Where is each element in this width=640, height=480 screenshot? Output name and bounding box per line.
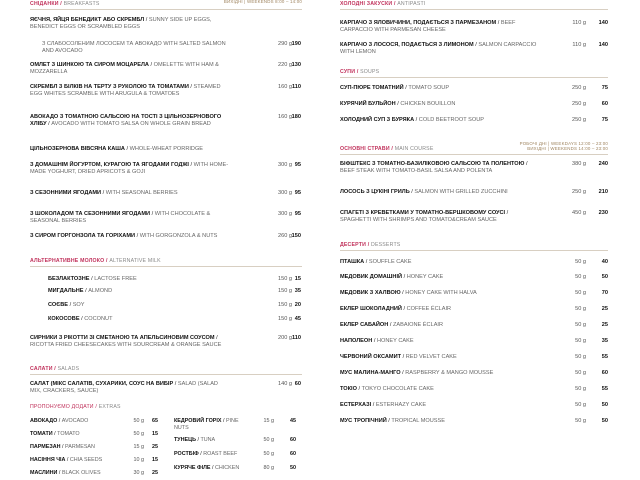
- item-name-ua: КАРПАЧО З ЛОСОСЯ, ПОДАЄТЬСЯ З ЛИМОНОМ: [340, 42, 474, 48]
- item-price: 110: [291, 84, 301, 90]
- menu-item: З ШОКОЛАДОМ ТА СЕЗОННИМИ ЯГОДАМИ / WITH CHOCOLATE & SEASONAL BERRIES 300 g 95: [30, 211, 301, 224]
- item-price: 25: [152, 444, 158, 450]
- item-name-en: SOY: [72, 302, 85, 308]
- item-name-en: HONEY CAKE WITH HALVA: [405, 290, 477, 296]
- main-section-header: ОСНОВНІ СТРАВИ / MAIN COURSE РОБОЧІ ДНІ | WEEKDAYS 12:00 – 23:00 ВИХІДНІ | WEEKENDS 14:00 – 23:00: [340, 146, 608, 152]
- section-subtitle: EXTRAS: [98, 404, 121, 410]
- item-price: 55: [601, 354, 608, 360]
- item-price: 15: [294, 276, 301, 282]
- item-weight: 50 g: [263, 437, 274, 443]
- item-name-en: TOMATO: [57, 431, 80, 437]
- item-weight: 50 g: [575, 354, 586, 360]
- milk-section-header: АЛЬТЕРНАТИВНЕ МОЛОКО / ALTERNATIVE MILK: [30, 258, 302, 264]
- item-name-en: CHIA SEEDS: [69, 457, 103, 463]
- item-price: 65: [152, 418, 158, 424]
- extra-item: АВОКАДО / AVOCADO 50 g 65: [30, 418, 158, 424]
- section-title: АЛЬТЕРНАТИВНЕ МОЛОКО: [30, 258, 105, 264]
- item-name-en: HONEY CAKE: [406, 274, 444, 280]
- item-price: 75: [601, 117, 608, 123]
- menu-item: МЕДОВИК ДОМАШНІЙ / HONEY CAKE 50 g 50: [340, 274, 608, 280]
- divider: [340, 154, 608, 155]
- divider: [340, 77, 608, 78]
- item-name-ua: СОЄВЕ: [48, 302, 69, 308]
- section-title: ДЕСЕРТИ: [340, 242, 367, 248]
- item-name-en: SOUFFLE CAKE: [368, 259, 412, 265]
- item-weight: 150 g: [278, 302, 292, 308]
- item-weight: 150 g: [278, 316, 292, 322]
- item-name-ua: КУРЯЧИЙ БУЛЬЙОН: [340, 101, 396, 107]
- item-name-en: AVOCADO WITH TOMATO SALSA ON WHOLE GRAIN BREAD: [51, 120, 211, 127]
- section-subtitle: MAIN COURSE: [394, 146, 434, 152]
- section-subtitle: SOUPS: [360, 69, 380, 75]
- item-price: 240: [598, 161, 608, 167]
- item-price: 50: [290, 465, 296, 471]
- item-weight: 50 g: [133, 418, 144, 424]
- item-name-ua: ЦІЛЬНОЗЕРНОВА ВІВСЯНА КАША: [30, 146, 125, 152]
- item-weight: 50 g: [575, 418, 586, 424]
- item-price: 25: [601, 322, 608, 328]
- menu-item: САЛАТ (МІКС САЛАТІВ, СУХАРИКИ, СОУС НА ВИБІР / SALAD (SALAD MIX, CRACKERS, SAUCE) 140 g 60: [30, 381, 301, 394]
- section-title: СУПИ: [340, 69, 356, 75]
- item-price: 110: [291, 335, 301, 341]
- item-price: 230: [598, 210, 608, 216]
- item-name-en: PARMESAN: [65, 444, 95, 450]
- item-weight: 15 g: [133, 444, 144, 450]
- item-price: 60: [601, 101, 608, 107]
- item-name-ua: ОМЛЕТ З ШИНКОЮ ТА СИРОМ МОЦАРЕЛА: [30, 62, 149, 68]
- item-name-ua: ЯЄЧНЯ, ЯЙЦЯ БЕНЕДИКТ АБО СКРЕМБЛ: [30, 17, 145, 23]
- section-title: ХОЛОДНІ ЗАКУСКИ: [340, 1, 393, 7]
- item-price: 50: [601, 402, 608, 408]
- menu-item: З ДОМАШНІМ ЙОГУРТОМ, КУРАГОЮ ТА ЯГОДАМИ ГОДЖІ / WITH HOME-MADE YOGHURT, DRIED APRICOTS & GOJI 300 g 95: [30, 162, 301, 175]
- item-price: 35: [601, 338, 608, 344]
- item-price: 95: [294, 211, 301, 217]
- item-name-en: SPAGHETTI WITH SHRIMPS AND TOMATO&CREAM SAUCE: [340, 216, 497, 223]
- section-title: СНІДАНКИ: [30, 1, 59, 7]
- item-name-ua: З СЕЗОННИМИ ЯГОДАМИ: [30, 190, 102, 196]
- item-name-en: COFFEE ÉCLAIR: [406, 306, 452, 312]
- item-name-en: TROPICAL MOUSSE: [391, 418, 445, 424]
- item-weight: 160 g: [278, 84, 292, 90]
- menu-item: НАПОЛЕОН / HONEY CAKE 50 g 35: [340, 338, 608, 344]
- item-name-ua: РОСТБІФ: [174, 451, 199, 457]
- item-name-ua: МУС МАЛИНА-МАНГО: [340, 370, 401, 376]
- item-name-en: BLACK OLIVES: [61, 470, 101, 476]
- item-weight: 15 g: [263, 418, 274, 424]
- item-name-en: З СЛАБОСОЛЕНИМ ЛОСОСЕМ ТА АВОКАДО WITH SALTED SALMON AND AVOCADO: [42, 41, 226, 54]
- section-title: САЛАТИ: [30, 366, 53, 372]
- menu-item: СУП-ПЮРЕ ТОМАТНИЙ / TOMATO SOUP 250 g 75: [340, 85, 608, 91]
- section-hours: РОБОЧІ ДНІ | WEEKDAYS 12:00 – 23:00 ВИХІДНІ | WEEKENDS 14:00 – 23:00: [519, 141, 608, 151]
- item-name-ua: ХОЛОДНИЙ СУП З БУРЯКА: [340, 117, 415, 123]
- soups-section-header: СУПИ / SOUPS: [340, 69, 608, 75]
- item-name-en: STEAMED EGG WHITES SCRAMBLE WITH ARUGULA & TOMATOES: [30, 84, 221, 97]
- section-subtitle: BREAKFASTS: [63, 1, 100, 7]
- item-price: 140: [598, 20, 608, 26]
- menu-item: З СИРОМ ГОРГОНЗОЛА ТА ГОРІХАМИ / WITH GORGONZOLA & NUTS 260 g 150: [30, 233, 301, 239]
- item-weight: 160 g: [278, 114, 292, 120]
- item-name-en: RICOTTA FRIED CHEESECAKES WITH SOURCREAM & ORANGE SAUCE: [30, 341, 222, 348]
- item-weight: 50 g: [575, 386, 586, 392]
- item-weight: 50 g: [575, 290, 586, 296]
- menu-item: З СЕЗОННИМИ ЯГОДАМИ / WITH SEASONAL BERRIES 300 g 95: [30, 190, 301, 196]
- item-name-ua: ТУНЕЦЬ: [174, 437, 196, 443]
- menu-item: СПАГЕТІ З КРЕВЕТКАМИ У ТОМАТНО-ВЕРШКОВОМУ СОУСІ / SPAGHETTI WITH SHRIMPS AND TOMATO&CREAM SAUCE 450 g 230: [340, 210, 608, 223]
- menu-item: КУРЯЧИЙ БУЛЬЙОН / CHICKEN BOUILLON 250 g 60: [340, 101, 608, 107]
- item-name-en: ROAST BEEF: [203, 451, 238, 457]
- item-weight: 110 g: [572, 42, 586, 48]
- divider: [340, 9, 608, 10]
- item-name-en: SALAD (SALAD MIX, CRACKERS, SAUCE): [30, 381, 218, 394]
- item-price: 75: [601, 85, 608, 91]
- item-name-ua: КЕДРОВИЙ ГОРІХ: [174, 418, 222, 424]
- salads-section-header: САЛАТИ / SALADS: [30, 366, 302, 372]
- menu-item: МЕДОВИК З ХАЛВОЮ / HONEY CAKE WITH HALVA 50 g 70: [340, 290, 608, 296]
- item-weight: 50 g: [575, 259, 586, 265]
- item-name-ua: МУС ТРОПІЧНИЙ: [340, 418, 387, 424]
- item-name-ua: СПАГЕТІ З КРЕВЕТКАМИ У ТОМАТНО-ВЕРШКОВОМУ СОУСІ: [340, 210, 506, 216]
- menu-item: МИГДАЛЬНЕ / ALMOND 150 g 35: [48, 288, 301, 294]
- item-name-en: AVOCADO: [61, 418, 89, 424]
- item-weight: 50 g: [575, 322, 586, 328]
- item-price: 35: [294, 288, 301, 294]
- section-subtitle: ALTERNATIVE MILK: [109, 258, 161, 264]
- menu-item: СКРЕМБЛ З БІЛКІВ НА ТЕРТУ З РУКОЛОЮ ТА ТОМАТАМИ / STEAMED EGG WHITES SCRAMBLE WITH ARUGULA & TOMATOES 160 g 110: [30, 84, 301, 97]
- item-weight: 140 g: [278, 381, 292, 387]
- item-name-en: ALMOND: [88, 288, 113, 294]
- item-name-en: TOMATO SOUP: [408, 85, 450, 91]
- item-name-ua: МЕДОВИК ДОМАШНІЙ: [340, 274, 403, 280]
- menu-item: ЕСТЕРХАЗІ / ESTERHAZY CAKE 50 g 50: [340, 402, 608, 408]
- item-weight: 10 g: [133, 457, 144, 463]
- item-price: 140: [598, 42, 608, 48]
- item-name-ua: БІФШТЕКС З ТОМАТНО-БАЗИЛІКОВОЮ САЛЬСОЮ ТА ПОЛЕНТОЮ: [340, 161, 525, 167]
- divider: [30, 374, 302, 375]
- item-weight: 200 g: [278, 335, 292, 341]
- item-weight: 300 g: [278, 162, 292, 168]
- item-name-ua: СИРНИКИ З РІКОТТИ ЗІ СМЕТАНОЮ ТА АПЕЛЬСИНОВИМ СОУСОМ: [30, 335, 215, 341]
- item-weight: 150 g: [278, 276, 292, 282]
- item-name-ua: КУРЯЧЕ ФІЛЕ: [174, 465, 211, 471]
- section-subtitle: DESSERTS: [371, 242, 401, 248]
- menu-item: БЕЗЛАКТОЗНЕ / LACTOSE FREE 150 g 15: [48, 276, 301, 282]
- item-price: 40: [601, 259, 608, 265]
- item-price: 210: [598, 189, 608, 195]
- item-weight: 380 g: [572, 161, 586, 167]
- menu-item: ЕКЛЕР ШОКОЛАДНИЙ / COFFEE ÉCLAIR 50 g 25: [340, 306, 608, 312]
- item-price: 15: [152, 457, 158, 463]
- item-name-ua: СКРЕМБЛ З БІЛКІВ НА ТЕРТУ З РУКОЛОЮ ТА ТОМАТАМИ: [30, 84, 189, 90]
- item-name-ua: ЕСТЕРХАЗІ: [340, 402, 372, 408]
- item-weight: 260 g: [278, 233, 292, 239]
- item-weight: 50 g: [575, 402, 586, 408]
- item-price: 60: [294, 381, 301, 387]
- item-weight: 300 g: [278, 211, 292, 217]
- item-weight: 30 g: [133, 470, 144, 476]
- item-price: 25: [601, 306, 608, 312]
- item-weight: 250 g: [572, 85, 586, 91]
- item-price: 95: [294, 162, 301, 168]
- item-name-ua: КАРПАЧО З ЯЛОВИЧИНИ, ПОДАЄТЬСЯ З ПАРМЕЗАНОМ: [340, 20, 497, 26]
- item-name-ua: АВОКАДО: [30, 418, 58, 424]
- item-name-ua: МЕДОВИК З ХАЛВОЮ: [340, 290, 401, 296]
- item-weight: 290 g: [278, 41, 292, 47]
- item-name-ua: ТОМАТИ: [30, 431, 53, 437]
- item-name-en: WITH HOME-MADE YOGHURT, DRIED APRICOTS & GOJI: [30, 162, 229, 175]
- item-name-ua: З СИРОМ ГОРГОНЗОЛА ТА ГОРІХАМИ: [30, 233, 136, 239]
- item-price: 70: [601, 290, 608, 296]
- item-price: 45: [294, 316, 301, 322]
- item-name-en: PINE NUTS: [174, 418, 239, 431]
- item-name-en: RASPBERRY & MANGO MOUSSE: [405, 370, 494, 376]
- item-name-en: WITH GORGONZOLA & NUTS: [139, 233, 218, 239]
- item-name-ua: НАСІННЯ ЧІА: [30, 457, 66, 463]
- item-name-ua: КОКОСОВЕ: [48, 316, 80, 322]
- item-name-en: COCONUT: [84, 316, 113, 322]
- divider: [340, 250, 608, 251]
- item-name-ua: ЛОСОСЬ З ЦУКІНІ ГРИЛЬ: [340, 189, 410, 195]
- item-name-en: ESTERHAZY CAKE: [375, 402, 427, 408]
- item-price: 130: [291, 62, 301, 68]
- item-price: 60: [601, 370, 608, 376]
- section-title: ОСНОВНІ СТРАВИ: [340, 146, 390, 152]
- menu-item: ЧЕРВОНИЙ ОКСАМИТ / RED VELVET CAKE 50 g 55: [340, 354, 608, 360]
- menu-item: МУС ТРОПІЧНИЙ / TROPICAL MOUSSE 50 g 50: [340, 418, 608, 424]
- item-price: 50: [601, 274, 608, 280]
- item-name-ua: ПТАШКА: [340, 259, 365, 265]
- item-name-ua: БЕЗЛАКТОЗНЕ: [48, 276, 90, 282]
- desserts-section-header: ДЕСЕРТИ / DESSERTS: [340, 242, 608, 248]
- menu-item: СОЄВЕ / SOY 150 g 20: [48, 302, 301, 308]
- item-name-en: LACTOSE FREE: [94, 276, 137, 282]
- item-name-ua: ЧЕРВОНИЙ ОКСАМИТ: [340, 354, 402, 360]
- divider: [30, 266, 302, 267]
- item-weight: 150 g: [278, 288, 292, 294]
- item-name-en: SALMON WITH GRILLED ZUCCHINI: [414, 189, 508, 195]
- menu-item: КАРПАЧО З ЯЛОВИЧИНИ, ПОДАЄТЬСЯ З ПАРМЕЗАНОМ / BEEF CARPACCIO WITH PARMESAN CHEESE 110 g 140: [340, 20, 608, 33]
- menu-item: ПТАШКА / SOUFFLE CAKE 50 g 40: [340, 259, 608, 265]
- menu-item: ЯЄЧНЯ, ЯЙЦЯ БЕНЕДИКТ АБО СКРЕМБЛ / SUNNY SIDE UP EGGS, BENEDICT EGGS OR SCRAMBLED EGGS: [30, 17, 212, 30]
- item-weight: 250 g: [572, 101, 586, 107]
- item-name-en: BEEF CARPACCIO WITH PARMESAN CHEESE: [340, 20, 516, 33]
- menu-item: СИРНИКИ З РІКОТТИ ЗІ СМЕТАНОЮ ТА АПЕЛЬСИНОВИМ СОУСОМ / RICOTTA FRIED CHEESECAKES WITH SOURCREAM & ORANGE SAUCE 200 g 110: [30, 335, 301, 348]
- porridge-title: ЦІЛЬНОЗЕРНОВА ВІВСЯНА КАША / WHOLE-WHEAT PORRIDGE: [30, 146, 204, 152]
- item-weight: 50 g: [575, 306, 586, 312]
- item-weight: 50 g: [263, 451, 274, 457]
- item-price: 150: [291, 233, 301, 239]
- item-name-en: SUNNY SIDE UP EGGS, BENEDICT EGGS OR SCRAMBLED EGGS: [30, 17, 212, 30]
- item-name-en: COLD BEETROOT SOUP: [418, 117, 484, 123]
- item-weight: 50 g: [133, 431, 144, 437]
- item-name-ua: З ДОМАШНІМ ЙОГУРТОМ, КУРАГОЮ ТА ЯГОДАМИ ГОДЖІ: [30, 162, 189, 168]
- menu-item: МУС МАЛИНА-МАНГО / RASPBERRY & MANGO MOUSSE 50 g 60: [340, 370, 608, 376]
- section-title: ПРОПОНУЄМО ДОДАТИ: [30, 404, 94, 410]
- menu-item: КОКОСОВЕ / COCONUT 150 g 45: [48, 316, 301, 322]
- item-name-ua: САЛАТ (МІКС САЛАТІВ, СУХАРИКИ, СОУС НА ВИБІР: [30, 381, 174, 387]
- item-weight: 50 g: [575, 338, 586, 344]
- item-name-en: HONEY CAKE: [376, 338, 414, 344]
- item-name-ua: З ШОКОЛАДОМ ТА СЕЗОННИМИ ЯГОДАМИ: [30, 211, 151, 217]
- item-name-en: WITH CHOCOLATE & SEASONAL BERRIES: [30, 211, 211, 224]
- extra-item: ПАРМЕЗАН / PARMESAN 15 g 25: [30, 444, 158, 450]
- extras-section-header: ПРОПОНУЄМО ДОДАТИ / EXTRAS: [30, 404, 121, 410]
- extra-item: НАСІННЯ ЧІА / CHIA SEEDS 10 g 15: [30, 457, 158, 463]
- item-weight: 250 g: [572, 189, 586, 195]
- extra-item: ТУНЕЦЬ / TUNA 50 g 60: [174, 437, 296, 443]
- extra-item: ТОМАТИ / TOMATO 50 g 15: [30, 431, 158, 437]
- item-weight: 50 g: [575, 370, 586, 376]
- item-price: 60: [290, 437, 296, 443]
- item-price: 60: [290, 451, 296, 457]
- item-price: 190: [291, 41, 301, 47]
- item-name-ua: ПАРМЕЗАН: [30, 444, 61, 450]
- item-price: 15: [152, 431, 158, 437]
- item-price: 50: [601, 418, 608, 424]
- extra-item: КЕДРОВИЙ ГОРІХ / PINE NUTS 15 g 45: [174, 418, 296, 431]
- item-weight: 250 g: [572, 117, 586, 123]
- item-name-ua: АВОКАДО З ТОМАТНОЮ САЛЬСОЮ НА ТОСТІ З ЦІЛЬНОЗЕРНОВОГО ХЛІБУ: [30, 114, 222, 127]
- item-weight: 220 g: [278, 62, 292, 68]
- item-price: 45: [290, 418, 296, 424]
- menu-item: ТОКІО / TOKYO CHOCOLATE CAKE 50 g 55: [340, 386, 608, 392]
- divider: [30, 9, 302, 10]
- item-name-ua: ЕКЛЕР САБАЙОН: [340, 322, 389, 328]
- menu-item: АВОКАДО З ТОМАТНОЮ САЛЬСОЮ НА ТОСТІ З ЦІЛЬНОЗЕРНОВОГО ХЛІБУ / AVOCADO WITH TOMATO SALSA ON WHOLE GRAIN BREAD 160 g 180: [30, 114, 301, 127]
- item-name-ua: НАПОЛЕОН: [340, 338, 373, 344]
- item-weight: 80 g: [263, 465, 274, 471]
- menu-item: ХОЛОДНИЙ СУП З БУРЯКА / COLD BEETROOT SOUP 250 g 75: [340, 117, 608, 123]
- item-weight: 110 g: [572, 20, 586, 26]
- menu-item: ЕКЛЕР САБАЙОН / ZABAIONE ÉCLAIR 50 g 25: [340, 322, 608, 328]
- menu-item: ОМЛЕТ З ШИНКОЮ ТА СИРОМ МОЦАРЕЛА / OMELETTE WITH HAM & MOZZARELLA 220 g 130: [30, 62, 301, 75]
- item-price: 95: [294, 190, 301, 196]
- item-name-ua: МИГДАЛЬНЕ: [48, 288, 84, 294]
- extra-item: КУРЯЧЕ ФІЛЕ / CHICKEN 80 g 50: [174, 465, 296, 471]
- item-name-ua: ЕКЛЕР ШОКОЛАДНИЙ: [340, 306, 402, 312]
- item-weight: 50 g: [575, 274, 586, 280]
- item-price: 55: [601, 386, 608, 392]
- item-price: 25: [152, 470, 158, 476]
- item-name-en: ZABAIONE ÉCLAIR: [392, 322, 444, 328]
- item-name-ua: СУП-ПЮРЕ ТОМАТНИЙ: [340, 85, 404, 91]
- section-subtitle: ANTIPASTI: [397, 1, 426, 7]
- item-weight: 300 g: [278, 190, 292, 196]
- breakfast-section-header: СНІДАНКИ / BREAKFASTS ВИХІДНІ | WEEKENDS 8:00 – 14:00: [30, 1, 302, 7]
- item-price: 180: [291, 114, 301, 120]
- item-name-ua: ТОКІО: [340, 386, 357, 392]
- menu-item: БІФШТЕКС З ТОМАТНО-БАЗИЛІКОВОЮ САЛЬСОЮ ТА ПОЛЕНТОЮ / BEEF STEAK WITH TOMATO-BASIL SALSA AND POLENTA 380 g 240: [340, 161, 608, 174]
- extra-item: РОСТБІФ / ROAST BEEF 50 g 60: [174, 451, 296, 457]
- item-weight: 450 g: [572, 210, 586, 216]
- item-name-en: CHICKEN: [214, 465, 240, 471]
- menu-item: [30, 41, 302, 55]
- item-price: 20: [294, 302, 301, 308]
- item-name-en: WITH SEASONAL BERRIES: [105, 190, 178, 196]
- item-name-en: CHICKEN BOUILLON: [400, 101, 456, 107]
- item-name-en: OMELETTE WITH HAM & MOZZARELLA: [30, 62, 219, 75]
- section-hours: ВИХІДНІ | WEEKENDS 8:00 – 14:00: [223, 0, 302, 4]
- antipasti-section-header: ХОЛОДНІ ЗАКУСКИ / ANTIPASTI: [340, 1, 608, 7]
- item-name-en: TUNA: [200, 437, 216, 443]
- menu-item: КАРПАЧО З ЛОСОСЯ, ПОДАЄТЬСЯ З ЛИМОНОМ / SALMON CARPACCIO WITH LEMON 110 g 140: [340, 42, 608, 55]
- section-subtitle: SALADS: [57, 366, 80, 372]
- extra-item: МАСЛИНИ / BLACK OLIVES 30 g 25: [30, 470, 158, 476]
- item-name-ua: МАСЛИНИ: [30, 470, 58, 476]
- item-name-en: TOKYO CHOCOLATE CAKE: [361, 386, 434, 392]
- item-name-en: BEEF STEAK WITH TOMATO-BASIL SALSA AND POLENTA: [340, 167, 493, 174]
- item-name-en: WHOLE-WHEAT PORRIDGE: [129, 146, 204, 152]
- item-name-en: RED VELVET CAKE: [405, 354, 457, 360]
- item-name-en: SALMON CARPACCIO WITH LEMON: [340, 42, 537, 55]
- menu-item: ЛОСОСЬ З ЦУКІНІ ГРИЛЬ / SALMON WITH GRILLED ZUCCHINI 250 g 210: [340, 189, 608, 195]
